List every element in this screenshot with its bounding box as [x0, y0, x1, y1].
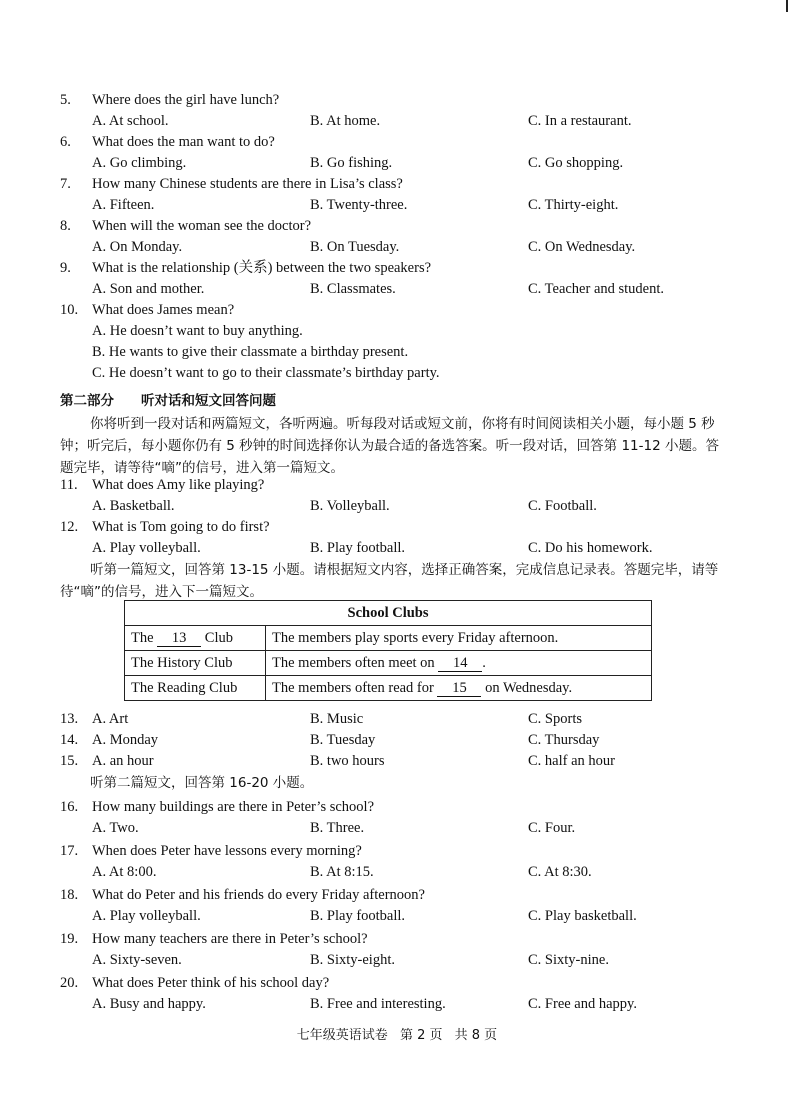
footer-subject: 七年级英语试卷: [296, 1028, 388, 1043]
option-a: A. Go climbing.: [92, 155, 187, 171]
question-number: 15.: [60, 753, 79, 769]
option-c: C. Football.: [528, 498, 597, 514]
section-instructions: 听第一篇短文，回答第 13-15 小题。请根据短文内容，选择正确答案，完成信息记录表。答题完毕，请等待“嘀”的信号，进入下一篇短文。: [60, 562, 719, 600]
option-a: A. At 8:00.: [92, 864, 157, 880]
question-stem: [60, 475, 720, 496]
option-a: A. On Monday.: [92, 239, 183, 255]
option-c: C. Go shopping.: [528, 155, 624, 171]
school-clubs-table: [124, 600, 652, 701]
option-a: A. an hour: [92, 753, 154, 769]
option-a: A. Son and mother.: [92, 281, 205, 297]
option-b: B. Play football.: [310, 540, 406, 556]
option-a: A. Monday: [92, 732, 159, 748]
question-number: 5.: [60, 92, 71, 108]
option-c: C. In a restaurant.: [528, 113, 632, 129]
table-row: [125, 651, 652, 676]
option-a: A. At school.: [92, 113, 169, 129]
option-b: B. Go fishing.: [310, 155, 393, 171]
corner-mark: [786, 0, 788, 12]
question-text: Where does the girl have lunch?: [92, 92, 280, 108]
question-text: How many buildings are there in Peter’s school?: [92, 799, 375, 815]
options-row: [60, 730, 720, 751]
option-a: A. Play volleyball.: [92, 540, 201, 556]
question-number: 17.: [60, 843, 79, 859]
option-c: C. Free and happy.: [528, 996, 637, 1012]
table-cell: The History Club: [125, 651, 266, 676]
q13-15: [60, 709, 720, 794]
option-b: B. Volleyball.: [310, 498, 390, 514]
option-c: C. Sports: [528, 711, 582, 727]
options-row: [60, 709, 720, 730]
question-text: When does Peter have lessons every morning?: [92, 843, 362, 859]
question-stem: [60, 797, 720, 818]
options-row: [60, 950, 720, 971]
part1-questions: [60, 90, 720, 384]
question-number: 11.: [60, 477, 78, 493]
option-c: C. Teacher and student.: [528, 281, 665, 297]
options-row: [60, 496, 720, 517]
question-number: 20.: [60, 975, 79, 991]
question-text: What does Peter think of his school day?: [92, 975, 330, 991]
question-stem: [60, 929, 720, 950]
options-row: [60, 818, 720, 839]
question-number: 14.: [60, 732, 79, 748]
option-a: A. Basketball.: [92, 498, 175, 514]
question-number: 6.: [60, 134, 71, 150]
table-cell: The members play sports every Friday afternoon.: [266, 626, 652, 651]
options-row: [60, 994, 720, 1015]
question-stem: [60, 841, 720, 862]
option-a: A. Two.: [92, 820, 139, 836]
option-c: C. Do his homework.: [528, 540, 653, 556]
footer-total-pages: 共 8 页: [454, 1028, 498, 1043]
option-b: B. At 8:15.: [310, 864, 374, 880]
question-number: 19.: [60, 931, 79, 947]
question-number: 9.: [60, 260, 71, 276]
options-row: [60, 862, 720, 883]
options-row: [60, 751, 720, 772]
answer-blank: 13: [157, 630, 201, 647]
question-text: What does James mean?: [92, 302, 235, 318]
cell-text: The members often meet on: [272, 654, 435, 671]
part2-section: [60, 391, 720, 479]
cell-text: The members often read for: [272, 679, 434, 696]
question-text: What do Peter and his friends do every Friday afternoon?: [92, 887, 425, 903]
option-c: C. Play basketball.: [528, 908, 637, 924]
options-row: [60, 906, 720, 927]
question-text: What does Amy like playing?: [92, 477, 265, 493]
table-title: School Clubs: [125, 601, 652, 626]
options-row: [60, 237, 720, 258]
question-number: 13.: [60, 711, 79, 727]
question-text: What is Tom going to do first?: [92, 519, 270, 535]
cell-text: on Wednesday.: [485, 679, 573, 696]
option-c: C. half an hour: [528, 753, 615, 769]
question-number: 7.: [60, 176, 71, 192]
question-stem: [60, 973, 720, 994]
question-stem: [60, 517, 720, 538]
option-c: C. Sixty-nine.: [528, 952, 609, 968]
option-a: A. Art: [92, 711, 129, 727]
option-b: B. Play football.: [310, 908, 406, 924]
question-text: What is the relationship (关系) between the two speakers?: [92, 260, 432, 276]
option-c: C. Thirty-eight.: [528, 197, 619, 213]
option-a: A. Fifteen.: [92, 197, 155, 213]
option-c: C. On Wednesday.: [528, 239, 636, 255]
cell-text: The: [131, 629, 154, 646]
table-row: [125, 676, 652, 701]
table-cell: The Reading Club: [125, 676, 266, 701]
question-stem: [60, 90, 720, 111]
question-stem: [60, 885, 720, 906]
option-b: B. Free and interesting.: [310, 996, 446, 1012]
option-c: C. He doesn’t want to go to their classmate’s birthday party.: [92, 365, 440, 381]
question-number: 16.: [60, 799, 79, 815]
cell-text: .: [482, 654, 486, 671]
section-instructions: 你将听到一段对话和两篇短文，各听两遍。听每段对话或短文前，你将有时间阅读相关小题，每小题 5 秒钟；听完后，每小题你仍有 5 秒钟的时间选择你认为最合适的备选答案。听一段对话，回答第 11-12 小题。答题完毕，请等待“嘀”的信号，进入第一篇短文。: [60, 416, 719, 476]
question-number: 18.: [60, 887, 79, 903]
footer-page-number: 第 2 页: [399, 1028, 443, 1043]
options-row: [60, 195, 720, 216]
answer-blank: 14: [438, 655, 482, 672]
question-text: When will the woman see the doctor?: [92, 218, 312, 234]
question-stem: [60, 174, 720, 195]
table-cell: [266, 676, 652, 701]
option-b: B. two hours: [310, 753, 385, 769]
option-b: B. Tuesday: [310, 732, 376, 748]
option-a: A. Play volleyball.: [92, 908, 201, 924]
option-b: B. He wants to give their classmate a birthday present.: [92, 344, 409, 360]
question-stem: [60, 216, 720, 237]
option-b: B. Classmates.: [310, 281, 396, 297]
option-b: B. At home.: [310, 113, 381, 129]
option-a: A. He doesn’t want to buy anything.: [92, 323, 303, 339]
option-c: C. At 8:30.: [528, 864, 592, 880]
question-number: 10.: [60, 302, 79, 318]
section-instructions: 听第二篇短文，回答第 16-20 小题。: [90, 775, 314, 791]
question-stem: [60, 132, 720, 153]
q16-20: [60, 797, 720, 1015]
option-b: B. Sixty-eight.: [310, 952, 395, 968]
question-text: How many teachers are there in Peter’s school?: [92, 931, 368, 947]
option-c: C. Thursday: [528, 732, 600, 748]
question-number: 8.: [60, 218, 71, 234]
section-heading: 第二部分 听对话和短文回答问题: [60, 393, 276, 409]
question-text: How many Chinese students are there in Lisa’s class?: [92, 176, 403, 192]
option-a: A. Sixty-seven.: [92, 952, 182, 968]
option-c: C. Four.: [528, 820, 576, 836]
options-row: [60, 111, 720, 132]
option-b: B. Three.: [310, 820, 365, 836]
q11-12: [60, 475, 720, 559]
table-row: [125, 626, 652, 651]
option-b: B. Twenty-three.: [310, 197, 408, 213]
option-b: B. Music: [310, 711, 364, 727]
options-row: [60, 538, 720, 559]
text1-instructions: [60, 559, 720, 603]
option-a: A. Busy and happy.: [92, 996, 206, 1012]
page-footer: [0, 1024, 794, 1043]
question-stem: [60, 300, 720, 321]
options-row: [60, 153, 720, 174]
option-b: B. On Tuesday.: [310, 239, 400, 255]
cell-text: Club: [204, 629, 233, 646]
options-row: [60, 279, 720, 300]
question-text: What does the man want to do?: [92, 134, 275, 150]
table-cell: [125, 626, 266, 651]
answer-blank: 15: [437, 680, 481, 697]
table-cell: [266, 651, 652, 676]
question-stem: [60, 258, 720, 279]
question-number: 12.: [60, 519, 79, 535]
